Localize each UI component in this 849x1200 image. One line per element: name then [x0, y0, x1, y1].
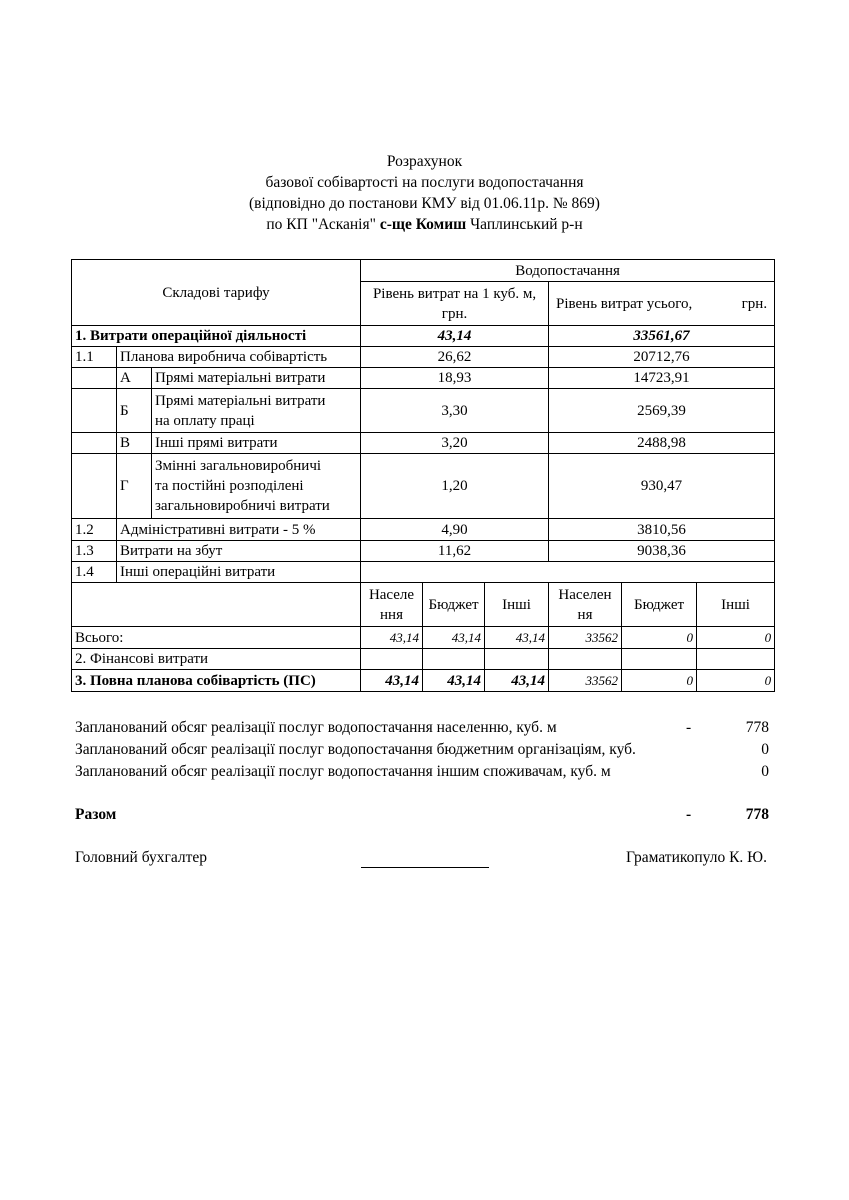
title-line-4	[0, 214, 849, 235]
row-total-cost: 14723,91	[549, 368, 775, 389]
volume-value: 0	[761, 763, 769, 780]
title-line-1: Розрахунок	[386, 153, 463, 170]
row-label: Прямі матеріальні витрати	[152, 368, 361, 389]
header-water-supply: Водопостачання	[361, 260, 775, 282]
value-other-total: 0	[697, 670, 775, 692]
row-number: 1.1	[72, 347, 117, 368]
subheader-population-unit	[361, 583, 423, 627]
row-label: 3. Повна планова собівартість (ПС)	[72, 670, 361, 692]
row-unit-cost: 43,14	[361, 326, 549, 347]
value-other-unit: 43,14	[485, 670, 549, 692]
value-budget-unit: 43,14	[423, 670, 485, 692]
value-other-unit: 43,14	[485, 627, 549, 649]
empty-cell	[622, 649, 697, 670]
row-label: Витрати на збут	[117, 541, 361, 562]
row-number	[72, 389, 117, 433]
row-number	[72, 433, 117, 454]
table-row	[72, 649, 775, 670]
signature-position: Головний бухгалтер	[75, 849, 208, 866]
row-label: Інші операційні витрати	[117, 562, 361, 583]
row-label: Адміністративні витрати - 5 %	[117, 519, 361, 541]
title-line-4-prefix: по КП "Асканія"	[266, 216, 380, 233]
row-total-cost: 2569,39	[549, 389, 775, 433]
row-number	[72, 368, 117, 389]
subheader-empty	[72, 583, 361, 627]
empty-cell	[361, 649, 423, 670]
value-budget-total: 0	[622, 627, 697, 649]
header-components: Складові тарифу	[72, 260, 361, 326]
title-line-4-suffix: Чаплинський р-н	[466, 216, 583, 233]
table-row	[72, 389, 775, 433]
row-label: 2. Фінансові витрати	[72, 649, 361, 670]
row-letter: А	[117, 368, 152, 389]
row-label-line: на оплату праці	[155, 412, 255, 429]
row-total-cost: 9038,36	[549, 541, 775, 562]
subheader-other-unit: Інші	[485, 583, 549, 627]
row-number: 1.3	[72, 541, 117, 562]
subheader-budget-unit: Бюджет	[423, 583, 485, 627]
header-total	[549, 282, 775, 326]
row-total-cost: 2488,98	[549, 433, 775, 454]
table-row	[72, 670, 775, 692]
table-row	[72, 368, 775, 389]
title-line-4-bold: с-ще Комиш	[379, 216, 467, 233]
value-population-unit: 43,14	[361, 627, 423, 649]
row-total-cost: 33561,67	[549, 326, 775, 347]
row-label: Планова виробнича собівартість	[117, 347, 361, 368]
row-number: 1.4	[72, 562, 117, 583]
row-empty-values	[361, 562, 775, 583]
subheader-population-total	[549, 583, 622, 627]
row-number: 1.2	[72, 519, 117, 541]
row-unit-cost: 3,20	[361, 433, 549, 454]
table-row	[72, 519, 775, 541]
table-row	[72, 562, 775, 583]
subheader-other-total: Інші	[697, 583, 775, 627]
sum-label: Разом	[75, 806, 117, 823]
value-population-unit: 43,14	[361, 670, 423, 692]
value-population-total: 33562	[549, 670, 622, 692]
value-population-total: 33562	[549, 627, 622, 649]
empty-cell	[485, 649, 549, 670]
row-total-cost: 3810,56	[549, 519, 775, 541]
table-row	[72, 433, 775, 454]
sum-dash: -	[686, 806, 692, 823]
volume-value: 0	[761, 741, 769, 758]
volume-value: 778	[745, 719, 769, 736]
row-unit-cost: 1,20	[361, 454, 549, 519]
sum-value: 778	[745, 806, 769, 823]
table-header-row-1	[72, 260, 775, 282]
subheader-line: ня	[577, 606, 593, 623]
header-total-text: Рівень витрат усього,	[556, 295, 693, 312]
value-budget-total: 0	[622, 670, 697, 692]
volume-dash: -	[686, 719, 692, 736]
row-total-cost: 20712,76	[549, 347, 775, 368]
subheader-line: Населен	[558, 586, 612, 603]
empty-cell	[549, 649, 622, 670]
table-row	[72, 454, 775, 519]
row-unit-cost: 18,93	[361, 368, 549, 389]
table-row-total	[72, 627, 775, 649]
title-line-2: базової собівартості на послуги водопостачання	[265, 174, 584, 191]
volume-text: Запланований обсяг реалізації послуг водопостачання бюджетним організаціям, куб.	[75, 741, 636, 758]
row-label: 1. Витрати операційної діяльності	[72, 326, 361, 347]
table-subheader-row	[72, 583, 775, 627]
signature-underline	[361, 867, 489, 868]
row-total-cost: 930,47	[549, 454, 775, 519]
row-unit-cost: 26,62	[361, 347, 549, 368]
subheader-line: ння	[380, 606, 403, 623]
row-label: Всього:	[72, 627, 361, 649]
title-line-3: (відповідно до постанови КМУ від 01.06.11р. № 869)	[249, 195, 600, 212]
row-label	[152, 389, 361, 433]
volume-text: Запланований обсяг реалізації послуг водопостачання іншим споживачам, куб. м	[75, 763, 611, 780]
table-row	[72, 326, 775, 347]
row-unit-cost: 3,30	[361, 389, 549, 433]
value-other-total: 0	[697, 627, 775, 649]
subheader-line: Населе	[368, 586, 415, 603]
value-budget-unit: 43,14	[423, 627, 485, 649]
tariff-table	[71, 259, 775, 692]
empty-cell	[423, 649, 485, 670]
row-label-line: Змінні загальновиробничі	[155, 458, 322, 474]
subheader-budget-total: Бюджет	[622, 583, 697, 627]
volume-text: Запланований обсяг реалізації послуг водопостачання населенню, куб. м	[75, 719, 557, 736]
row-label	[152, 454, 361, 519]
signature-name: Граматикопуло К. Ю.	[626, 849, 767, 866]
empty-cell	[697, 649, 775, 670]
row-label-line: та постійні розподілені	[155, 478, 304, 494]
row-letter: Г	[117, 454, 152, 519]
row-label-line: загальновиробничі витрати	[155, 498, 330, 514]
row-letter: Б	[117, 389, 152, 433]
row-unit-cost: 11,62	[361, 541, 549, 562]
row-label-line: Прямі матеріальні витрати	[155, 392, 326, 409]
table-row	[72, 347, 775, 368]
row-unit-cost: 4,90	[361, 519, 549, 541]
document-title-block	[0, 151, 849, 235]
row-letter: В	[117, 433, 152, 454]
row-number	[72, 454, 117, 519]
header-per-unit: Рівень витрат на 1 куб. м, грн.	[361, 282, 549, 326]
row-label: Інші прямі витрати	[152, 433, 361, 454]
header-total-unit: грн.	[741, 295, 768, 312]
table-row	[72, 541, 775, 562]
